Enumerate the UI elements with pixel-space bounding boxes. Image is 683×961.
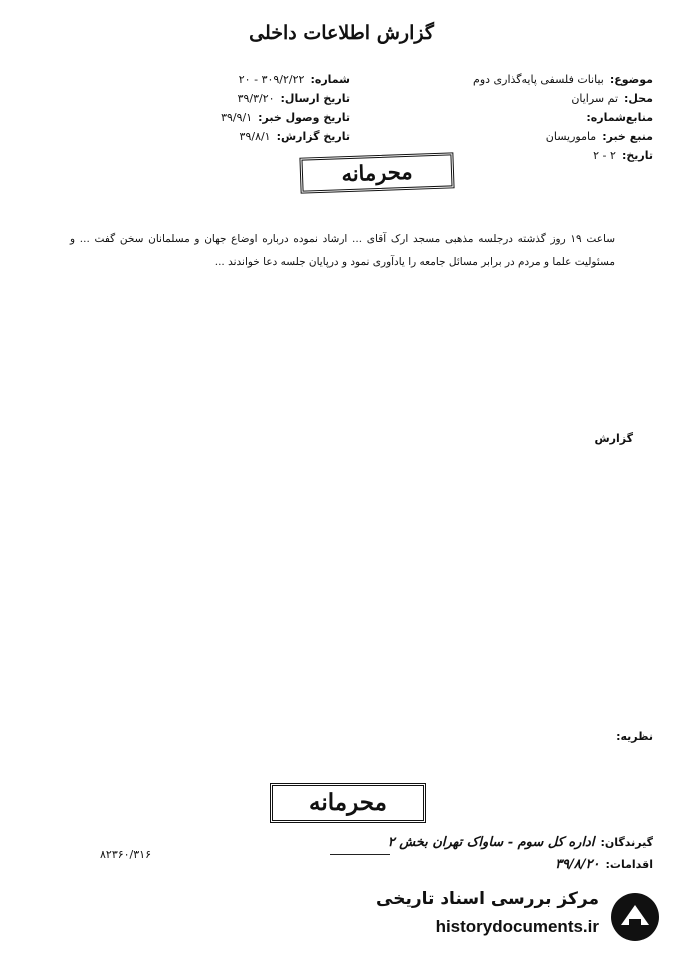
handwritten-stroke bbox=[330, 854, 390, 855]
meta-label: تاریخ وصول خبر: bbox=[258, 111, 350, 124]
meta-row-sources bbox=[353, 108, 653, 127]
meta-block-left bbox=[140, 70, 350, 146]
meta-row-source bbox=[353, 127, 653, 146]
meta-block-right bbox=[353, 70, 653, 165]
meta-row-received-date bbox=[140, 108, 350, 127]
archive-logo-icon bbox=[609, 891, 661, 943]
meta-row-subject bbox=[353, 70, 653, 89]
meta-value: ۳۰۹/۲/۲۲ - ۲۰ bbox=[238, 73, 305, 86]
opinion-label: نظریه: bbox=[616, 730, 653, 743]
report-label: گزارش bbox=[594, 432, 633, 445]
meta-label: محل: bbox=[624, 92, 653, 105]
archive-number: ۸۲۳۶۰/۳۱۶ bbox=[100, 848, 151, 861]
meta-label: تاریخ: bbox=[621, 149, 653, 162]
meta-label: تاریخ ارسال: bbox=[280, 92, 350, 105]
meta-value: ۳۹/۹/۱ bbox=[221, 111, 253, 124]
confidential-stamp: محرمانه bbox=[299, 152, 454, 193]
meta-value: تم سرایان bbox=[571, 92, 619, 105]
meta-row-report-date bbox=[140, 127, 350, 146]
document-title: گزارش اطلاعات داخلی bbox=[249, 22, 434, 44]
note-label: اقدامات: bbox=[605, 858, 653, 871]
note-value: ۳۹/۸/۲۰ bbox=[555, 857, 600, 872]
note-row bbox=[273, 854, 653, 876]
distribution-row bbox=[273, 832, 653, 854]
meta-value: ۳۹/۸/۱ bbox=[239, 130, 271, 143]
meta-label: شماره: bbox=[310, 73, 350, 86]
distribution-label: گیرندگان: bbox=[600, 836, 653, 849]
meta-label: موضوع: bbox=[609, 73, 653, 86]
meta-row-number bbox=[140, 70, 350, 89]
meta-value: بیانات فلسفی پایه‌گذاری دوم bbox=[473, 73, 604, 86]
report-body: ساعت ۱۹ روز گذشته درجلسه مذهبی مسجد ارک آقای ... ارشاد نموده درباره اوضاع جهان و مسلمانان سخن گفت ... و مسئولیت علما و مردم در برابر مسائل جامعه را یادآوری نمود و درپایان جلسه دعا خواندند ... bbox=[70, 233, 615, 269]
meta-value: ماموریسان bbox=[545, 130, 597, 143]
meta-label: تاریخ گزارش: bbox=[276, 130, 350, 143]
watermark-url: historydocuments.ir bbox=[435, 917, 599, 936]
watermark bbox=[361, 887, 661, 947]
watermark-title: مرکز بررسی اسناد تاریخی bbox=[376, 889, 599, 909]
meta-value: ۲ - ۲ bbox=[593, 149, 616, 162]
confidential-stamp-bottom: محرمانه bbox=[270, 783, 426, 823]
meta-row-location bbox=[353, 89, 653, 108]
meta-value: ۳۹/۳/۲۰ bbox=[237, 92, 275, 105]
meta-label: منبع خبر: bbox=[602, 130, 653, 143]
meta-row-sent-date bbox=[140, 89, 350, 108]
distribution-value: اداره کل سوم - ساواک تهران بخش ۲ bbox=[387, 835, 595, 850]
meta-label: منابع‌شماره: bbox=[586, 111, 653, 124]
